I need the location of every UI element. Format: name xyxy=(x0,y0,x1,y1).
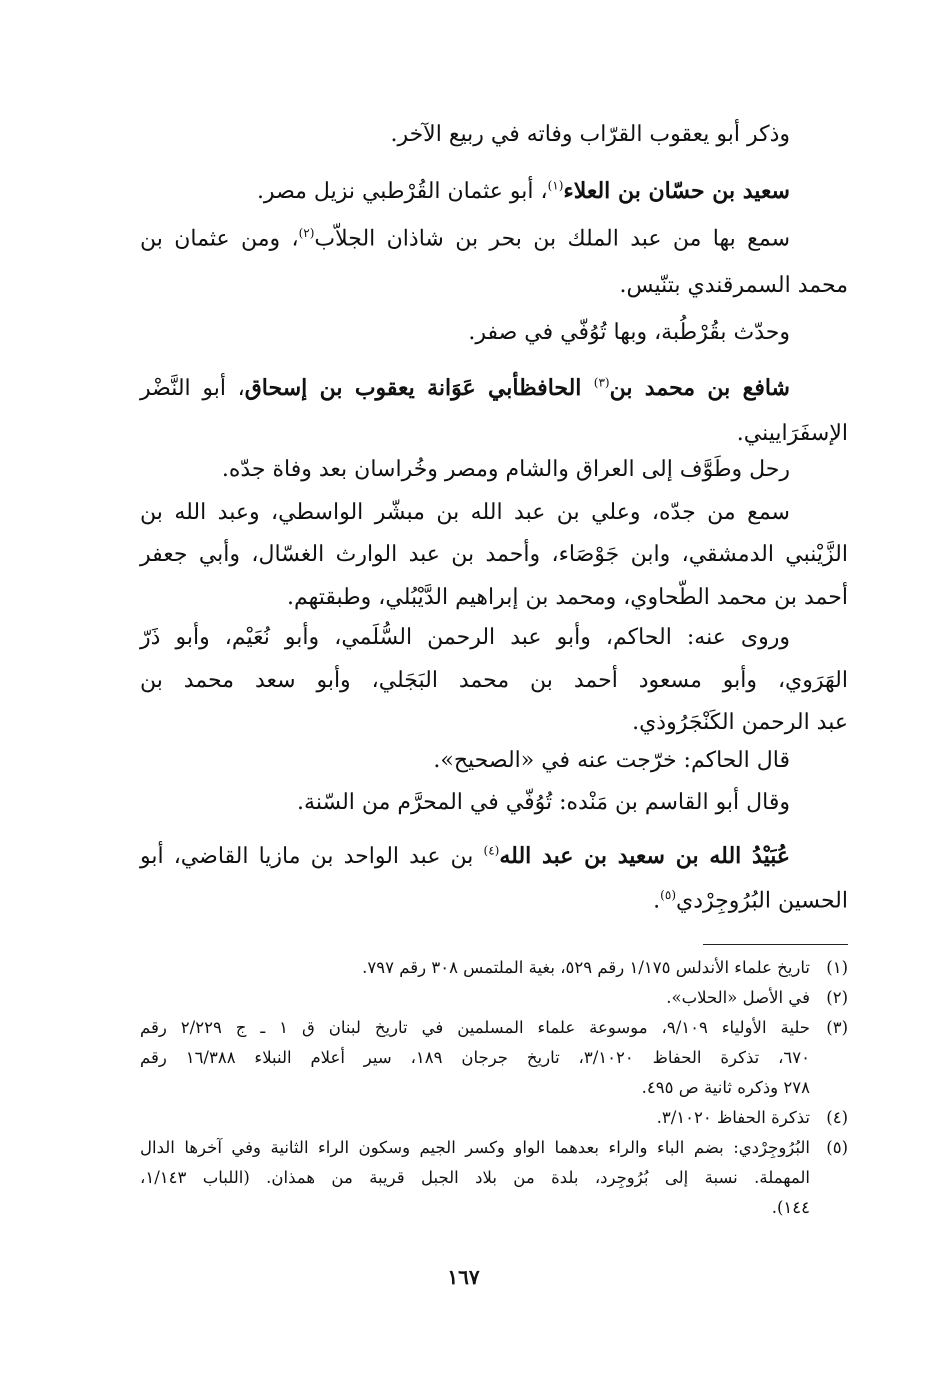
entry-heading xyxy=(140,843,790,870)
text: ، أبو النَّضْر xyxy=(140,376,245,401)
text: . xyxy=(653,888,661,914)
text-line xyxy=(140,122,790,148)
text: أحمد بن محمد الطّحاوي، ومحمد بن إبراهيم الدَّيْبُلي، وطبقتهم. xyxy=(286,585,848,610)
text-line xyxy=(140,500,790,526)
footnote-text: ١٤٤). xyxy=(771,1198,810,1217)
text-line xyxy=(140,421,848,447)
text: وقال أبو القاسم بن مَنْده: تُوُفّي في المحرَّم من السّنة. xyxy=(297,790,790,815)
footnote-text: ٢٧٨ وذكره ثانية ص ٤٩٥. xyxy=(641,1078,810,1097)
footnote-number: (٢) xyxy=(826,988,848,1007)
text-line xyxy=(140,457,790,483)
entry-name: سعيد بن حسّان بن العلاء xyxy=(563,178,790,204)
footnote-divider xyxy=(703,944,848,945)
text-line xyxy=(140,585,848,611)
footnote-ref: (٣) xyxy=(593,375,610,390)
footnote-ref: (١) xyxy=(547,178,564,193)
footnote-ref: (٥) xyxy=(660,888,676,902)
footnote-text: المهملة. نسبة إلى بُرُوجِرد، بلدة من بلاد الجبل قريبة من همذان. (اللباب ١/١٤٣، xyxy=(140,1168,810,1187)
book-page xyxy=(140,0,848,1374)
page-number: ١٦٧ xyxy=(447,1265,480,1289)
text: رحل وطَوَّف إلى العراق والشام ومصر وخُراسان بعد وفاة جدّه. xyxy=(221,457,790,482)
text: عبد الرحمن الكَنْجَرُوذي. xyxy=(632,710,848,735)
text-line xyxy=(140,710,848,736)
text: وذكر أبو يعقوب القرّاب وفاته في ربيع الآخر. xyxy=(390,122,790,147)
text: سمع بها من عبد الملك بن بحر بن شاذان الجلاّب xyxy=(314,226,790,252)
footnote-number: (١) xyxy=(826,958,848,977)
entry-heading xyxy=(140,375,790,402)
text-line xyxy=(140,226,790,253)
footnote-text: تاريخ علماء الأندلس ١/١٧٥ رقم ٥٢٩، بغية الملتمس ٣٠٨ رقم ٧٩٧. xyxy=(362,958,810,977)
text-line xyxy=(140,748,790,774)
text-line xyxy=(140,320,790,346)
text-line xyxy=(140,542,848,568)
text: ، أبو عثمان القُرْطبي نزيل مصر. xyxy=(256,179,548,204)
text-line xyxy=(140,625,790,651)
entry-heading xyxy=(140,178,790,205)
footnote-ref: (٢) xyxy=(298,226,315,240)
text: الحسين البُرُوجِرْدي xyxy=(676,888,848,914)
footnote-number: (٣) xyxy=(826,1018,848,1037)
text: سمع من جدّه، وعلي بن عبد الله بن مبشّر الواسطي، وعبد الله بن xyxy=(140,500,790,525)
entry-name: الحافظأبي عَوَانة يعقوب بن إسحاق xyxy=(244,375,594,401)
footnote-text: تذكرة الحفاظ ٣/١٠٢٠. xyxy=(656,1108,810,1127)
text: الإسفَرَاييني. xyxy=(736,421,848,446)
text-line xyxy=(140,790,790,816)
text: وروى عنه: الحاكم، وأبو عبد الرحمن السُّلَمي، وأبو نُعَيْم، وأبو ذَرّ xyxy=(140,625,790,650)
text: بن عبد الواحد بن مازيا القاضي، أبو xyxy=(140,844,484,869)
text: الهَرَوي، وأبو مسعود أحمد بن محمد البَجَلي، وأبو سعد محمد بن xyxy=(140,668,848,693)
text: الزَّيْنبي الدمشقي، وابن جَوْصَاء، وأحمد بن عبد الوارث الغسّال، وأبي جعفر xyxy=(140,542,848,567)
entry-name: شافع بن محمد بن xyxy=(609,375,790,401)
text: ، ومن عثمان بن xyxy=(140,226,299,252)
text: وحدّث بقُرْطُبة، وبها تُوُفّي في صفر. xyxy=(468,320,790,345)
footnote-text: في الأصل «الحلاب». xyxy=(666,988,810,1007)
text-line xyxy=(140,668,848,694)
footnote-text: البُرُوجِرْدي: بضم الباء والراء بعدهما الواو وكسر الجيم وسكون الراء الثانية وفي آخرها الدال xyxy=(140,1138,810,1157)
text: قال الحاكم: خرّجت عنه في «الصحيح». xyxy=(433,748,790,773)
text-line xyxy=(140,273,848,299)
text-line xyxy=(140,888,848,915)
footnote-number: (٥) xyxy=(826,1138,848,1157)
entry-name: عُبَيْدُ الله بن سعيد بن عبد الله xyxy=(499,843,791,869)
footnote-number: (٤) xyxy=(826,1108,848,1127)
text: محمد السمرقندي بتنّيس. xyxy=(619,273,848,298)
footnote-text: حلية الأولياء ٩/١٠٩، موسوعة علماء المسلمين في تاريخ لبنان ق ١ ـ ج ٢/٢٢٩ رقم xyxy=(140,1018,810,1037)
footnote-ref: (٤) xyxy=(483,843,500,858)
footnote-text: ٦٧٠، تذكرة الحفاظ ٣/١٠٢٠، تاريخ جرجان ١٨٩، سير أعلام النبلاء ١٦/٣٨٨ رقم xyxy=(140,1048,810,1067)
